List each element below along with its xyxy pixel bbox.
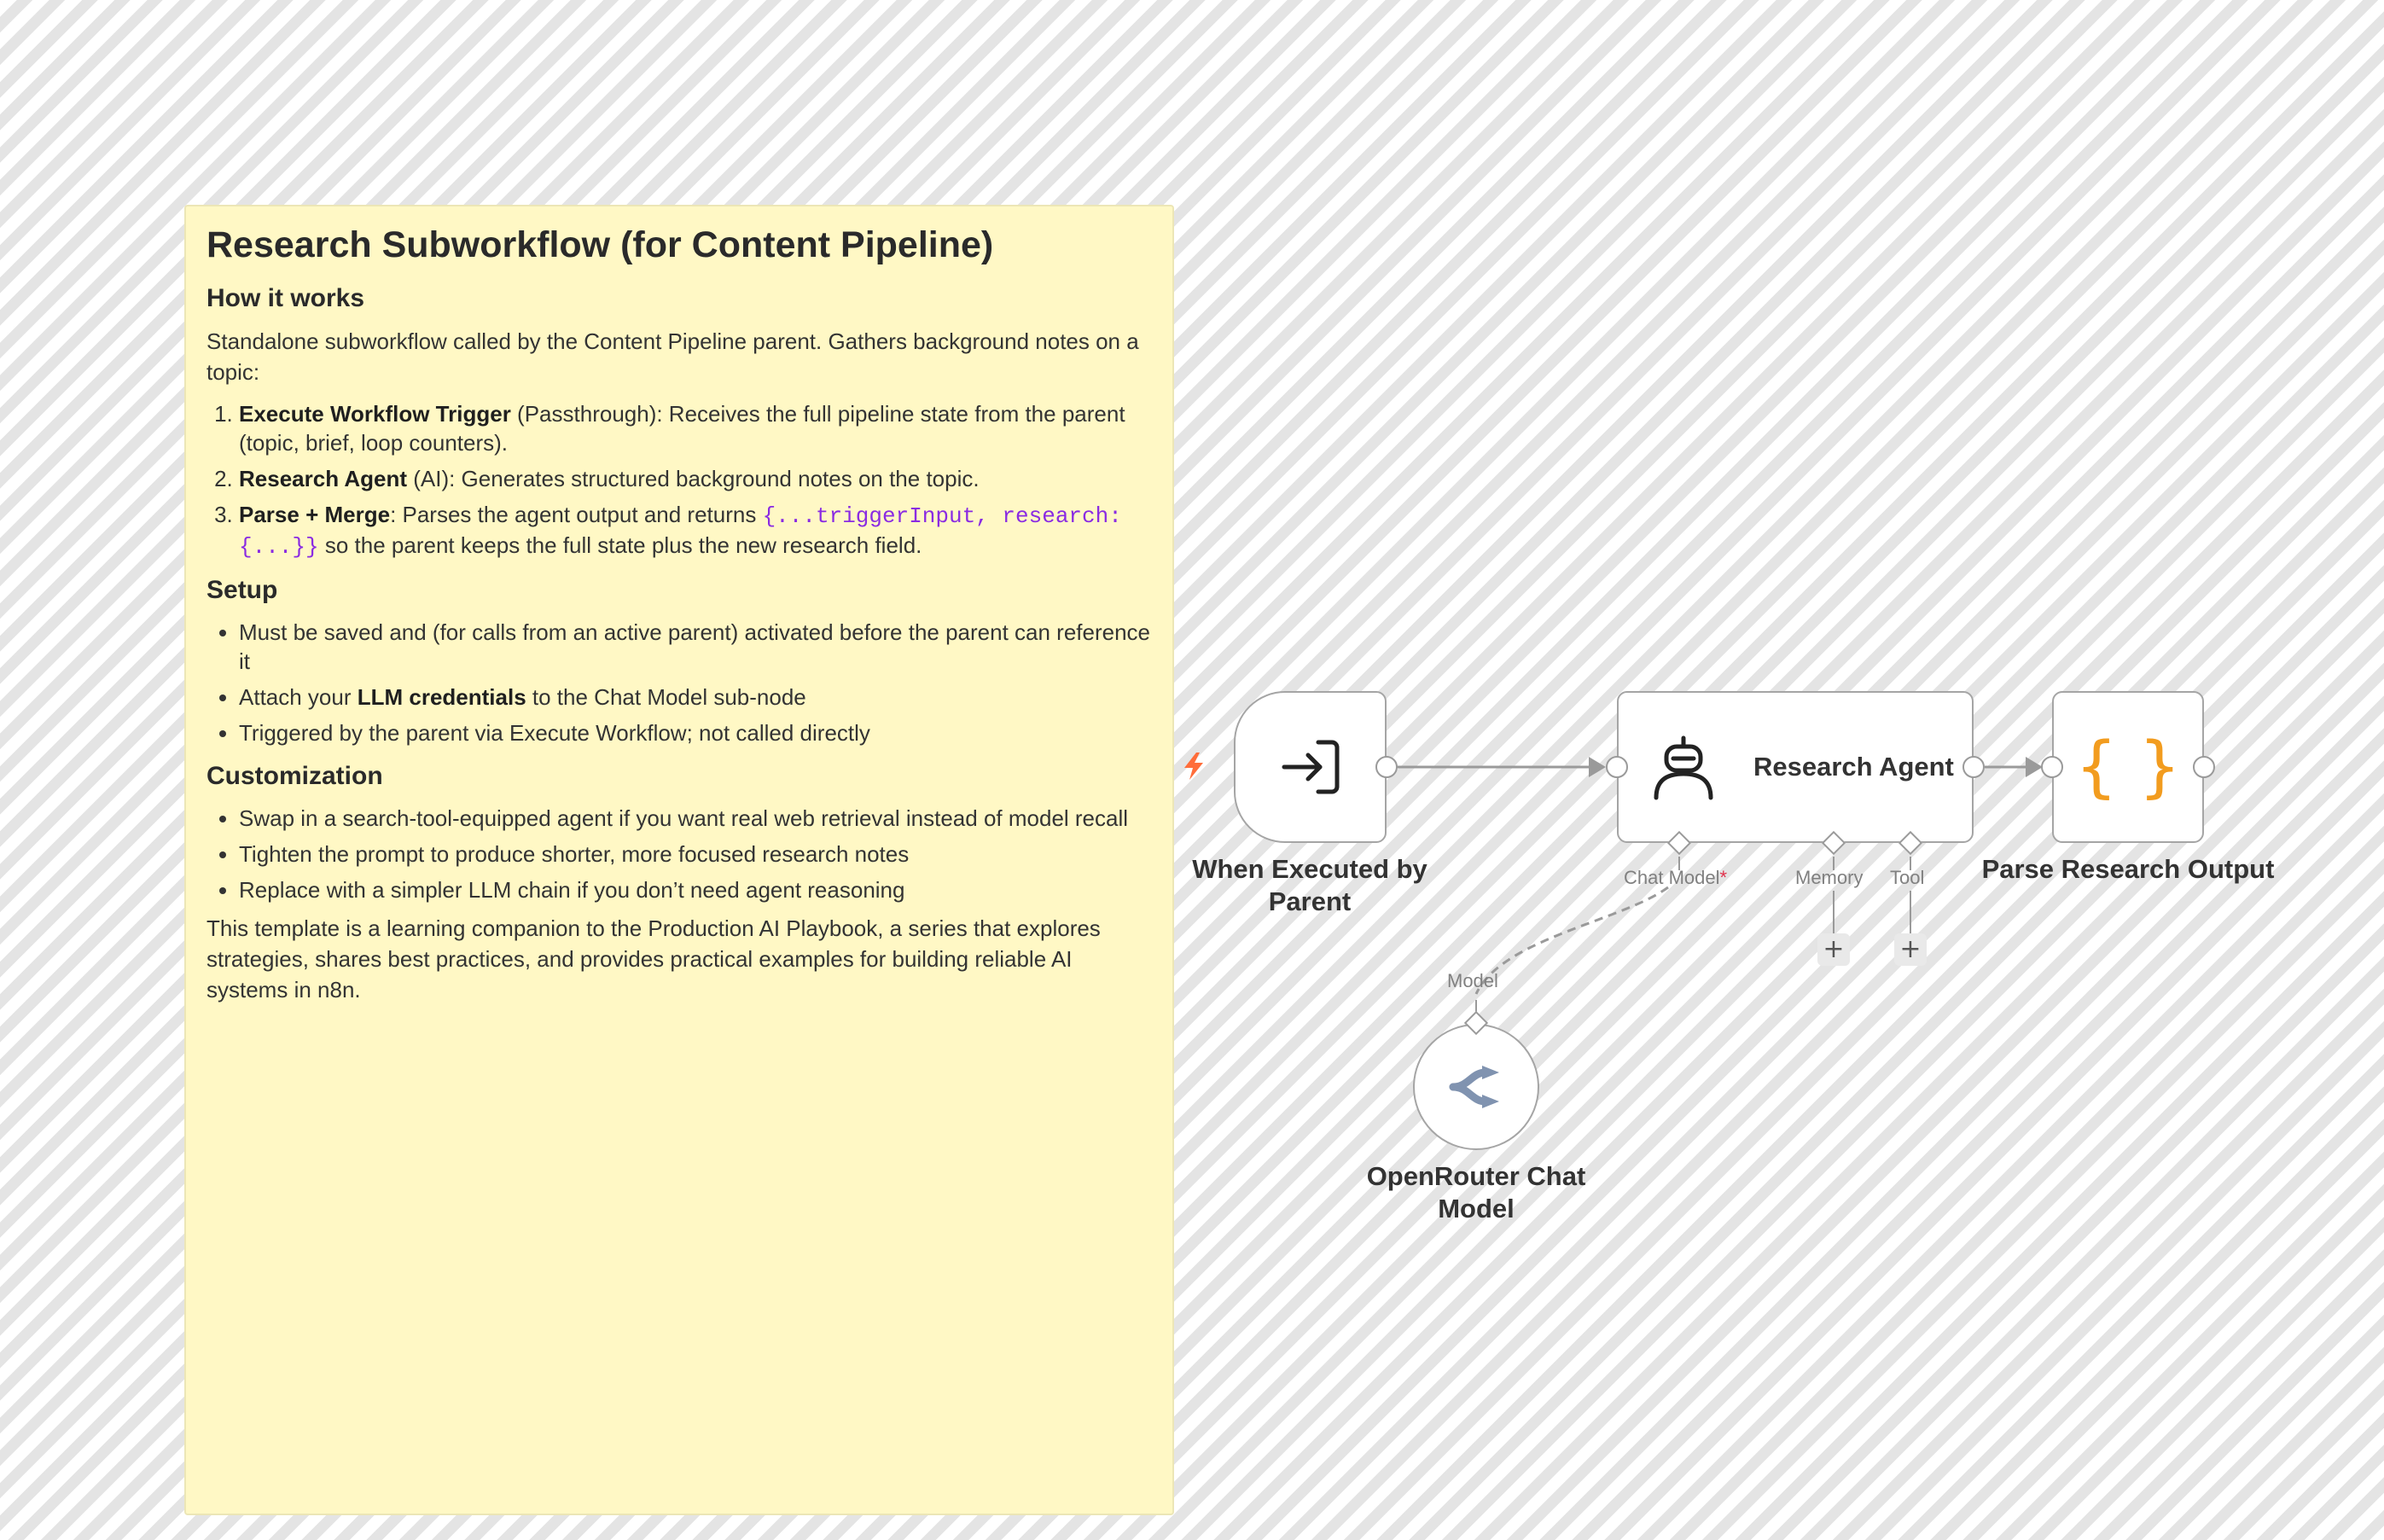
setup-item: • Triggered by the parent via Execute Workflow; not called directly bbox=[239, 718, 1152, 747]
customization-heading: Customization bbox=[206, 761, 383, 790]
parse-input-handle[interactable] bbox=[2041, 756, 2063, 778]
setup-item: • Attach your LLM credentials to the Chat Model sub-node bbox=[239, 683, 1152, 712]
sign-in-arrow-icon bbox=[1279, 739, 1342, 795]
curly-braces-icon: { } bbox=[2074, 729, 2182, 805]
footer-text: This template is a learning companion to the Production AI Playbook, a series that explores strategies, shares best practices, and provides practical examples for building reliable AI systems in n8n. bbox=[206, 915, 1101, 1002]
how-it-works-heading: How it works bbox=[206, 283, 365, 312]
parse-output-node[interactable] bbox=[2052, 691, 2204, 843]
step-item: 3. Parse + Merge: Parses the agent output and returns {...triggerInput, research: {...}} so the parent keeps the full state plus the new research field. bbox=[239, 500, 1152, 561]
model-port-label: Model bbox=[1447, 970, 1498, 991]
inline-code: {...triggerInput, research: {...}} bbox=[239, 503, 1122, 560]
research-agent-title: Research Agent bbox=[1753, 752, 1954, 782]
setup-heading: Setup bbox=[206, 575, 278, 604]
robot-icon bbox=[1649, 733, 1718, 801]
intro-text: Standalone subworkflow called by the Content Pipeline parent. Gathers background notes on a topic: bbox=[206, 328, 1139, 385]
trigger-output-handle[interactable] bbox=[1375, 756, 1398, 778]
agent-input-handle[interactable] bbox=[1606, 756, 1628, 778]
step-item: 2. Research Agent (AI): Generates structured background notes on the topic. bbox=[239, 464, 1152, 493]
agent-output-handle[interactable] bbox=[1962, 756, 1985, 778]
openrouter-chat-model-node[interactable] bbox=[1413, 1024, 1539, 1150]
arrow-head bbox=[2026, 757, 2043, 777]
trigger-node[interactable] bbox=[1234, 691, 1387, 843]
lightning-bolt-icon bbox=[1181, 751, 1207, 782]
tool-port-label: Tool bbox=[1890, 867, 1925, 888]
step-item: 1. Execute Workflow Trigger (Passthrough): Receives the full pipeline state from the parent (topic, brief, loop counters). bbox=[239, 399, 1152, 457]
customization-item: • Replace with a simpler LLM chain if you don’t need agent reasoning bbox=[239, 875, 1152, 904]
customization-item: • Swap in a search-tool-equipped agent if you want real web retrieval instead of model recall bbox=[239, 804, 1152, 833]
setup-item: • Must be saved and (for calls from an active parent) activated before the parent can reference it bbox=[239, 618, 1152, 676]
arrow-head bbox=[1589, 757, 1606, 777]
openrouter-node-label: OpenRouter Chat Model bbox=[1366, 1161, 1586, 1223]
chat-model-port-label: Chat Model* bbox=[1624, 867, 1728, 888]
connection-model-agent bbox=[1476, 887, 1668, 994]
openrouter-icon bbox=[1448, 1064, 1504, 1110]
parse-node-label: Parse Research Output bbox=[1981, 854, 2275, 884]
add-memory-button[interactable]: + bbox=[1817, 933, 1850, 966]
trigger-node-label: When Executed by Parent bbox=[1192, 854, 1427, 916]
sticky-title: Research Subworkflow (for Content Pipeline) bbox=[206, 224, 994, 265]
customization-item: • Tighten the prompt to produce shorter, more focused research notes bbox=[239, 840, 1152, 869]
memory-port-label: Memory bbox=[1795, 867, 1864, 888]
add-tool-button[interactable]: + bbox=[1894, 933, 1927, 966]
research-agent-node[interactable] bbox=[1617, 691, 1974, 843]
parse-output-handle[interactable] bbox=[2193, 756, 2215, 778]
